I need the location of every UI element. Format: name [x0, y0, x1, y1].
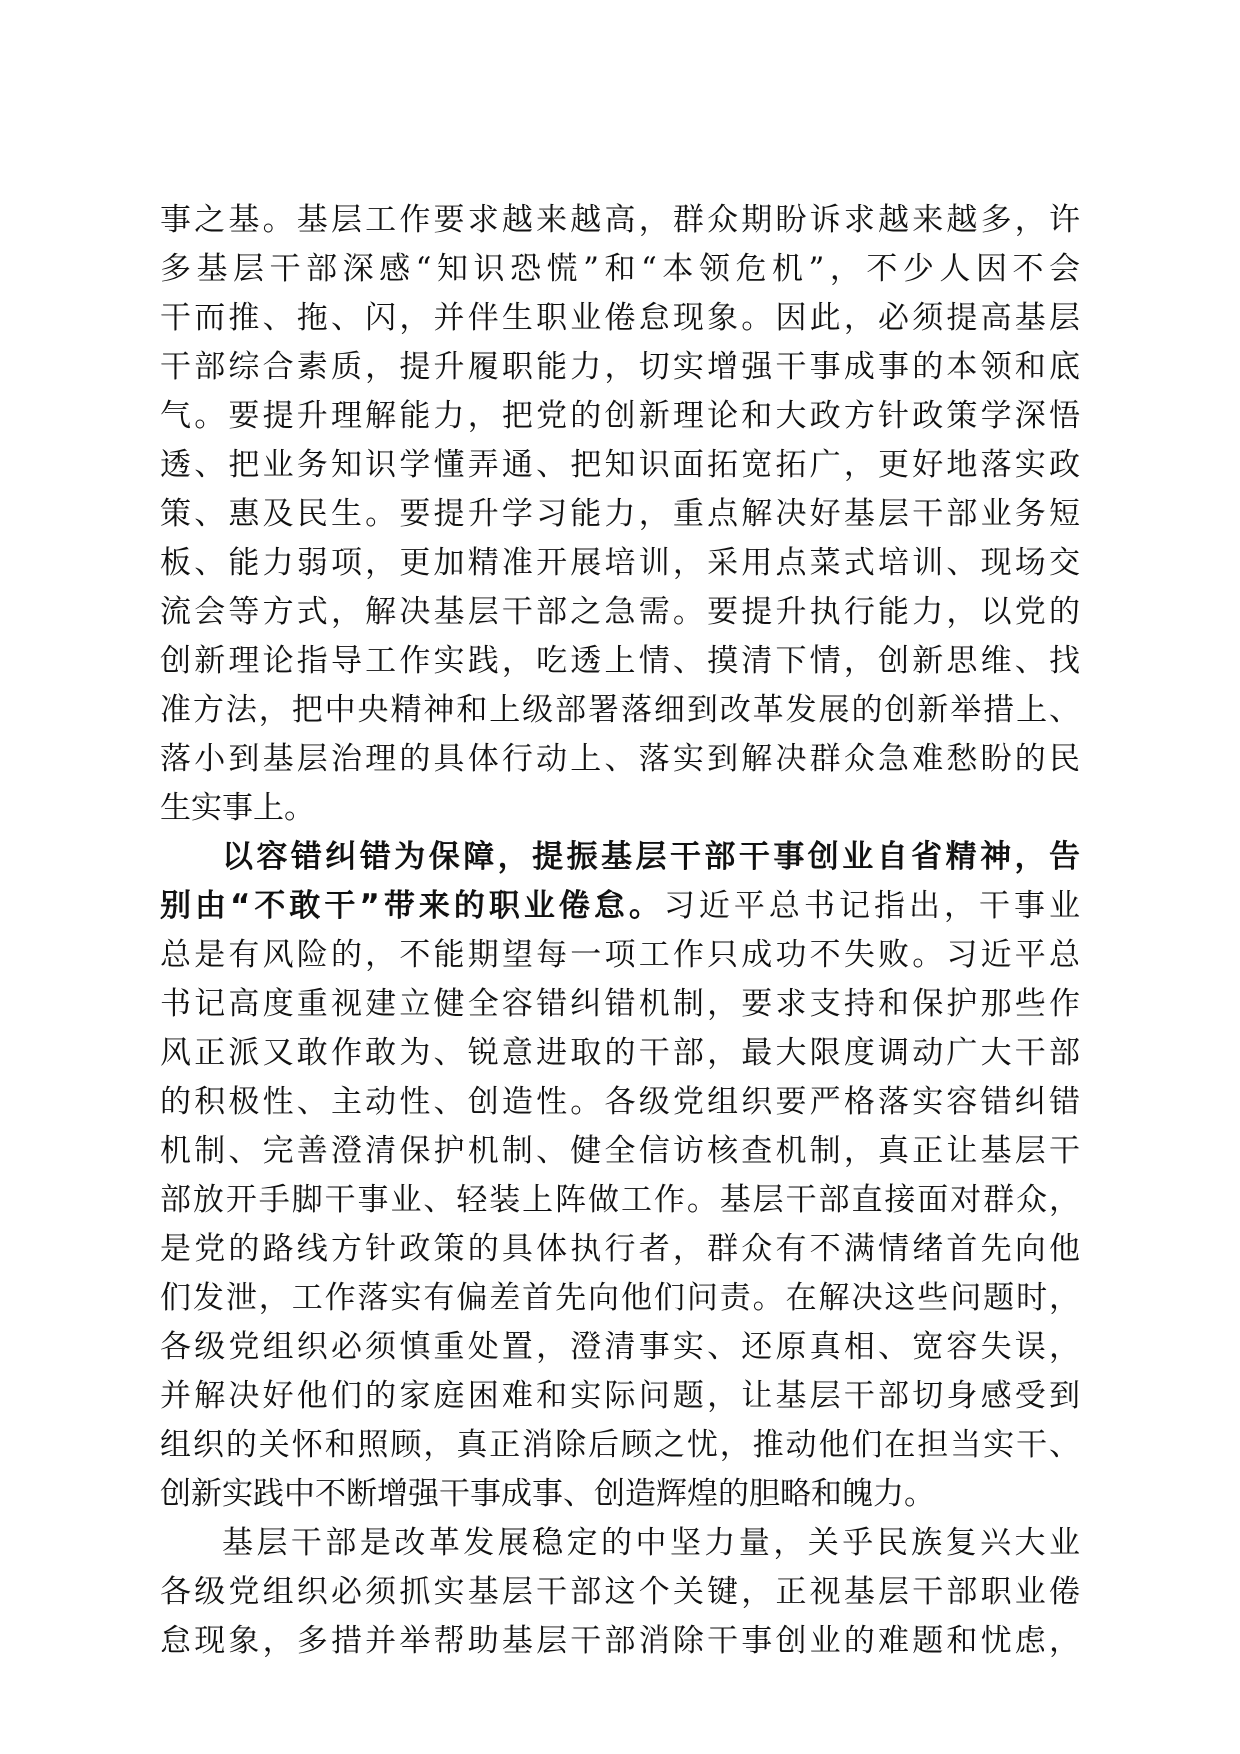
text-line: 各级党组织必须抓实基层干部这个关键，正视基层干部职业倦	[160, 1574, 1080, 1610]
text-line	[160, 882, 1080, 931]
text-line: 的积极性、主动性、创造性。各级党组织要严格落实容错纠错	[160, 1084, 1080, 1120]
text-line: 多基层干部深感“知识恐慌”和“本领危机”，不少人因不会	[160, 251, 1080, 287]
text-line: 机制、完善澄清保护机制、健全信访核查机制，真正让基层干	[160, 1133, 1080, 1169]
text-line: 并解决好他们的家庭困难和实际问题，让基层干部切身感受到	[160, 1378, 1080, 1414]
text-line: 基层干部是改革发展稳定的中坚力量，关乎民族复兴大业	[222, 1525, 1080, 1561]
text-line: 准方法，把中央精神和上级部署落细到改革发展的创新举措上、	[160, 692, 1080, 728]
text-line: 气。要提升理解能力，把党的创新理论和大政方针政策学深悟	[160, 398, 1080, 434]
text-line: 创新实践中不断增强干事成事、创造辉煌的胆略和魄力。	[160, 1476, 935, 1512]
text-line: 透、把业务知识学懂弄通、把知识面拓宽拓广，更好地落实政	[160, 447, 1080, 483]
text-line: 书记高度重视建立健全容错纠错机制，要求支持和保护那些作	[160, 986, 1080, 1022]
paragraph-heading: 以容错纠错为保障，提振基层干部干事创业自省精神，告	[222, 839, 1080, 875]
text-line: 创新理论指导工作实践，吃透上情、摸清下情，创新思维、找	[160, 643, 1080, 679]
text-line: 生实事上。	[160, 790, 315, 826]
paragraph-heading-end: 别由“不敢干”带来的职业倦怠。	[160, 888, 664, 924]
text-line: 流会等方式，解决基层干部之急需。要提升执行能力，以党的	[160, 594, 1080, 630]
text-line: 策、惠及民生。要提升学习能力，重点解决好基层干部业务短	[160, 496, 1080, 532]
text-line: 干而推、拖、闪，并伴生职业倦怠现象。因此，必须提高基层	[160, 300, 1080, 336]
text-line: 怠现象，多措并举帮助基层干部消除干事创业的难题和忧虑，	[160, 1623, 1080, 1659]
text-line: 干部综合素质，提升履职能力，切实增强干事成事的本领和底	[160, 349, 1080, 385]
text-line: 风正派又敢作敢为、锐意进取的干部，最大限度调动广大干部	[160, 1035, 1080, 1071]
paragraph-2	[160, 833, 1080, 1519]
text-line: 事之基。基层工作要求越来越高，群众期盼诉求越来越多，许	[160, 202, 1080, 238]
paragraph-1	[160, 196, 1080, 833]
text-line: 组织的关怀和照顾，真正消除后顾之忧，推动他们在担当实干、	[160, 1427, 1080, 1463]
text-line: 各级党组织必须慎重处置，澄清事实、还原真相、宽容失误，	[160, 1329, 1080, 1365]
text-line: 部放开手脚干事业、轻装上阵做工作。基层干部直接面对群众，	[160, 1182, 1080, 1218]
text-line: 落小到基层治理的具体行动上、落实到解决群众急难愁盼的民	[160, 741, 1080, 777]
text-line: 们发泄，工作落实有偏差首先向他们问责。在解决这些问题时，	[160, 1280, 1080, 1316]
text-line: 板、能力弱项，更加精准开展培训，采用点菜式培训、现场交	[160, 545, 1080, 581]
paragraph-3	[160, 1519, 1080, 1666]
body-text	[160, 196, 1080, 1666]
paragraph-heading-line	[160, 833, 1080, 882]
text-line: 总是有风险的，不能期望每一项工作只成功不失败。习近平总	[160, 937, 1080, 973]
text-line: 是党的路线方针政策的具体执行者，群众有不满情绪首先向他	[160, 1231, 1080, 1267]
text-run: 习近平总书记指出，干事业	[663, 888, 1081, 924]
